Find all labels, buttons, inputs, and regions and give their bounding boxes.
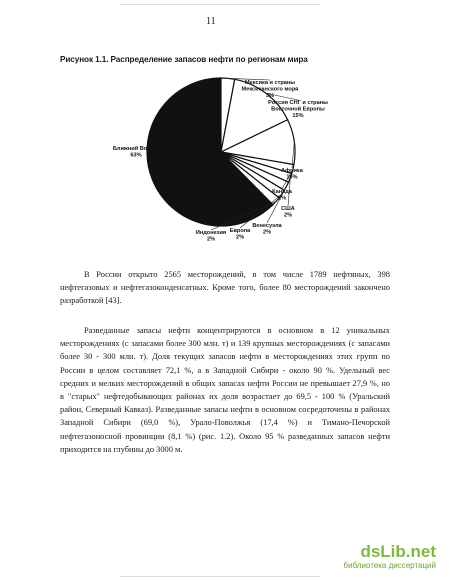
slice-label: США 2% xyxy=(281,206,295,219)
slice-label: Африка 10% xyxy=(281,168,303,181)
pie-chart xyxy=(0,0,450,260)
slice-label: Индонезия 2% xyxy=(195,230,227,243)
paragraph-text: В России открыто 2565 месторождений, в том числе 1789 нефтяных, 398 нефтегазовых и нефтегазоконденсатных. Кроме того, более 80 месторождений закончено разработкой [43]. xyxy=(60,270,390,306)
slice-label: Ближний Восток 63% xyxy=(112,146,160,159)
body-paragraph-1 xyxy=(60,268,390,308)
watermark-logo: dsLib.net xyxy=(360,542,436,561)
slice-label: Мексика и страны Мексиканского моря 3% xyxy=(241,80,299,100)
body-paragraph-2 xyxy=(60,324,390,456)
slice-label: Канада 2% xyxy=(272,189,292,202)
scan-artifact-bottom xyxy=(120,576,320,577)
paragraph-text: Разведанные запасы нефти концентрируются в основном в 12 уникальных месторождениях (с запасами более 300 млн. т) и 139 крупных месторождениях (с запасами более 30 - 300 млн. т). Доля текущих запасов нефти в месторождениях этих групп по России в целом составляет 72,1 %, а в Западной Сибири - около 90 %. Удельный вес средних и мелких месторождений в общих запасах нефти России не превышает 27,9 %, но в "старых" нефтедобывающих районах их доля возрастает до 69,5 - 100 % (Уральский район, Северный Кавказ). Разведанные запасы нефти в основном сосредоточены в районах Западной Сибири (69,0 %), Урало-Поволжья (17,4 %) и Тимано-Печорской нефтегазоносной провинции (8,1 %) (рис. 1.2). Около 95 % разведанных запасов нефти приходится на глубины до 3000 м. xyxy=(60,326,390,454)
watermark xyxy=(344,543,436,570)
slice-label: Россия СНГ и страны Восточной Европы 15% xyxy=(268,100,328,120)
watermark-subtitle: библиотека диссертаций xyxy=(343,561,436,570)
figure-caption: Рисунок 1.1. Распределение запасов нефти по регионам мира xyxy=(60,55,308,64)
page-number: 11 xyxy=(206,16,216,27)
slice-label: Венесуэла 2% xyxy=(252,223,282,236)
slice-label: Европа 2% xyxy=(229,228,251,241)
